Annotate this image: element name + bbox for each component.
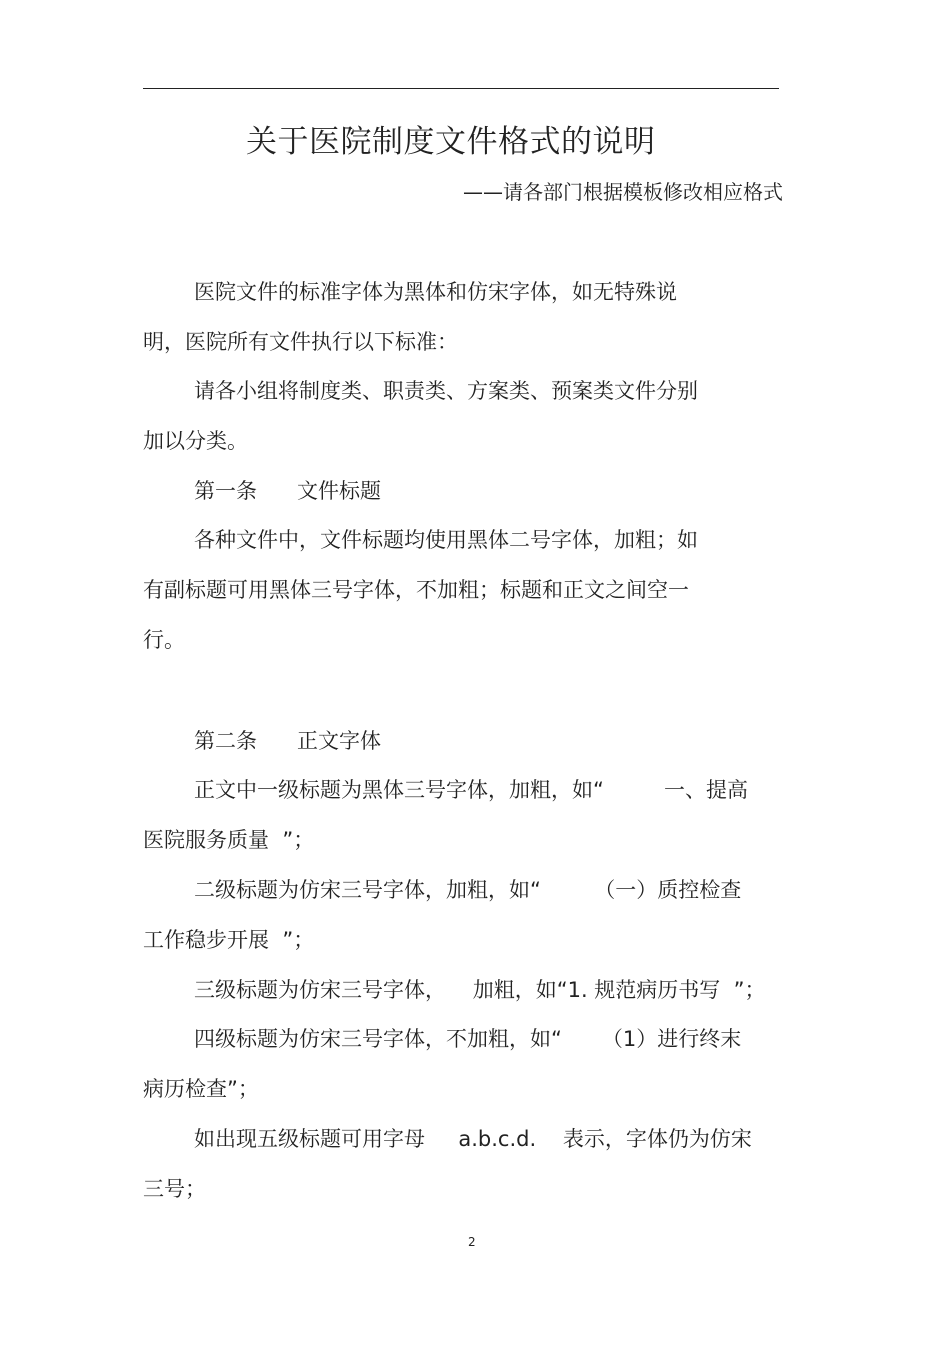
document-title: 关于医院制度文件格式的说明 — [246, 124, 656, 160]
paragraph-line: 各种文件中，文件标题均使用黑体二号字体，加粗；如 — [194, 528, 698, 552]
paragraph-line: 有副标题可用黑体三号字体，不加粗；标题和正文之间空一 — [143, 578, 689, 602]
paragraph-line: 正文中一级标题为黑体三号字体，加粗，如“ 一、提高 — [194, 778, 748, 802]
document-subtitle: ——请各部门根据模板修改相应格式 — [463, 180, 783, 204]
header-rule — [143, 88, 779, 89]
paragraph-line: 工作稳步开展 ”； — [143, 928, 315, 952]
paragraph-line: 请各小组将制度类、职责类、方案类、预案类文件分别 — [194, 379, 698, 403]
section-heading: 第二条 正文字体 — [194, 729, 382, 753]
paragraph-line: 行。 — [143, 628, 185, 652]
paragraph-line: 如出现五级标题可用字母 a.b.c.d. 表示，字体仍为仿宋 — [194, 1127, 752, 1151]
paragraph-line: 四级标题为仿宋三号字体，不加粗，如“ （1）进行终末 — [194, 1027, 742, 1051]
paragraph-line: 病历检查”； — [143, 1077, 259, 1101]
paragraph-line: 医院文件的标准字体为黑体和仿宋字体，如无特殊说 — [194, 280, 677, 304]
paragraph-line: 二级标题为仿宋三号字体，加粗，如“ （一）质控检查 — [194, 878, 742, 902]
paragraph-line: 医院服务质量 ”； — [143, 828, 315, 852]
paragraph-line: 三号； — [143, 1177, 206, 1201]
paragraph-line: 加以分类。 — [143, 429, 248, 453]
paragraph-line: 三级标题为仿宋三号字体， 加粗，如“1. 规范病历书写 ”； — [194, 978, 766, 1002]
section-heading: 第一条 文件标题 — [194, 479, 382, 503]
paragraph-line: 明，医院所有文件执行以下标准： — [143, 330, 458, 354]
page-number: 2 — [468, 1235, 476, 1249]
